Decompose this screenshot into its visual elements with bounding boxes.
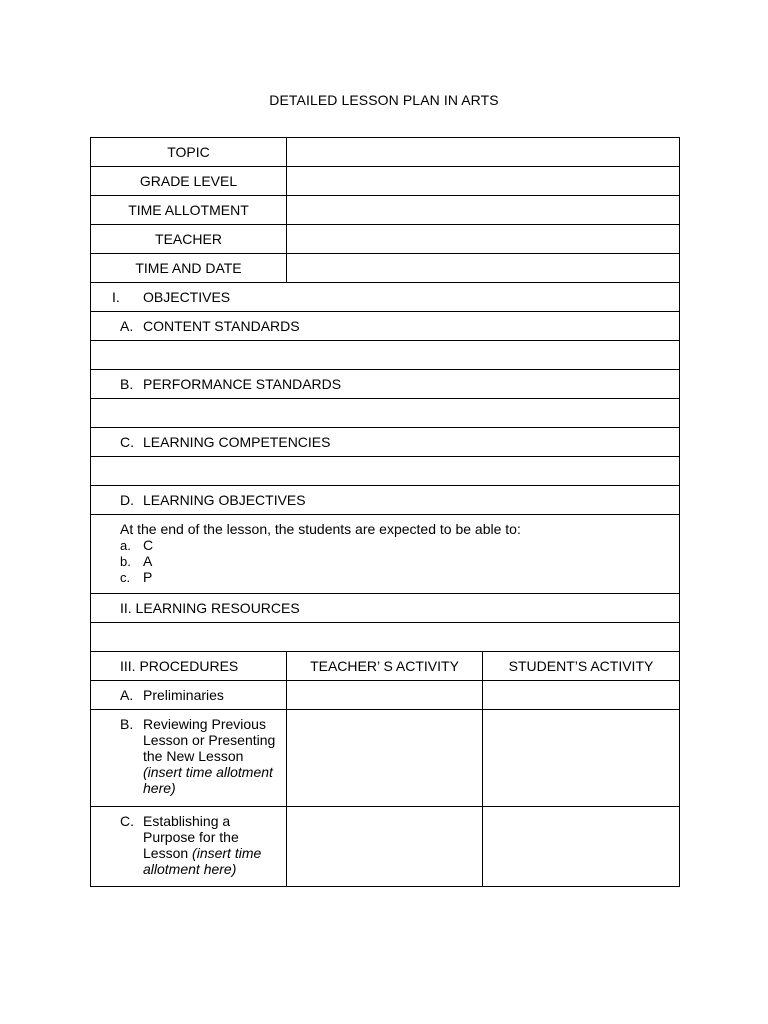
procedure-text: Reviewing Previous Lesson or Presenting the New Lesson [143,716,276,764]
student-activity-cell[interactable] [483,710,680,807]
procedure-row-purpose [91,807,680,887]
objectives-heading [91,283,680,312]
procedures-heading: III. PROCEDURES [91,652,287,681]
grade-level-row [91,167,680,196]
time-allotment-label: TIME ALLOTMENT [91,196,287,225]
objective-item-c [120,569,679,585]
performance-standards-body-row [91,399,680,428]
grade-level-value[interactable] [287,167,680,196]
learning-competencies-heading [91,428,680,457]
learning-competencies-body-row [91,457,680,486]
objectives-numeral: I. [112,289,120,305]
learning-competencies-letter: C. [120,434,134,450]
teacher-label: TEACHER [91,225,287,254]
time-and-date-value[interactable] [287,254,680,283]
learning-objectives-row [91,486,680,515]
topic-label: TOPIC [91,138,287,167]
learning-objectives-heading [91,486,680,515]
content-standards-body-row [91,341,680,370]
objective-item-b [120,553,679,569]
teacher-value[interactable] [287,225,680,254]
student-activity-cell[interactable] [483,807,680,887]
teacher-activity-cell[interactable] [287,807,483,887]
topic-row [91,138,680,167]
topic-value[interactable] [287,138,680,167]
learning-competencies-body[interactable] [91,457,680,486]
teacher-activity-header: TEACHER’ S ACTIVITY [287,652,483,681]
procedure-letter: C. [120,813,134,829]
performance-standards-letter: B. [120,376,134,392]
learning-objectives-title: LEARNING OBJECTIVES [143,492,306,508]
objective-text: C [143,537,154,553]
procedure-time-note: (insert time allotment here) [143,845,262,877]
procedure-step [91,710,287,807]
learning-objectives-intro: At the end of the lesson, the students are expected to be able to: [120,521,521,537]
teacher-activity-cell[interactable] [287,710,483,807]
performance-standards-title: PERFORMANCE STANDARDS [143,376,342,392]
learning-objectives-body-row [91,515,680,594]
procedure-step [91,807,287,887]
objective-text: P [143,569,153,585]
performance-standards-heading [91,370,680,399]
learning-resources-row [91,594,680,623]
objective-letter: c. [120,570,131,585]
content-standards-heading [91,312,680,341]
learning-resources-body[interactable] [91,623,680,652]
learning-competencies-title: LEARNING COMPETENCIES [143,434,331,450]
time-and-date-row [91,254,680,283]
procedure-time-note: (insert time allotment here) [143,764,273,796]
document-title: DETAILED LESSON PLAN IN ARTS [269,92,499,108]
procedure-row-preliminaries [91,681,680,710]
procedure-step [91,681,287,710]
student-activity-header: STUDENT’S ACTIVITY [483,652,680,681]
time-allotment-value[interactable] [287,196,680,225]
procedure-letter: B. [120,716,134,732]
grade-level-label: GRADE LEVEL [91,167,287,196]
lesson-plan-table [90,137,680,887]
learning-objectives-body[interactable] [91,515,680,594]
student-activity-cell[interactable] [483,681,680,710]
learning-resources-body-row [91,623,680,652]
teacher-row [91,225,680,254]
objectives-title: OBJECTIVES [143,289,231,305]
objective-letter: a. [120,538,131,553]
learning-resources-heading: II. LEARNING RESOURCES [91,594,680,623]
procedures-header-row [91,652,680,681]
performance-standards-body[interactable] [91,399,680,428]
objective-text: A [143,553,153,569]
teacher-activity-cell[interactable] [287,681,483,710]
objective-letter: b. [120,554,131,569]
performance-standards-row [91,370,680,399]
procedure-row-reviewing [91,710,680,807]
content-standards-row [91,312,680,341]
learning-competencies-row [91,428,680,457]
content-standards-title: CONTENT STANDARDS [143,318,300,334]
learning-objectives-letter: D. [120,492,134,508]
time-and-date-label: TIME AND DATE [91,254,287,283]
procedure-text: Establishing a Purpose for the Lesson [143,813,239,861]
objectives-heading-row [91,283,680,312]
procedure-letter: A. [120,687,134,703]
content-standards-letter: A. [120,318,134,334]
time-allotment-row [91,196,680,225]
objective-item-a [120,537,679,553]
procedure-text: Preliminaries [143,687,224,703]
content-standards-body[interactable] [91,341,680,370]
